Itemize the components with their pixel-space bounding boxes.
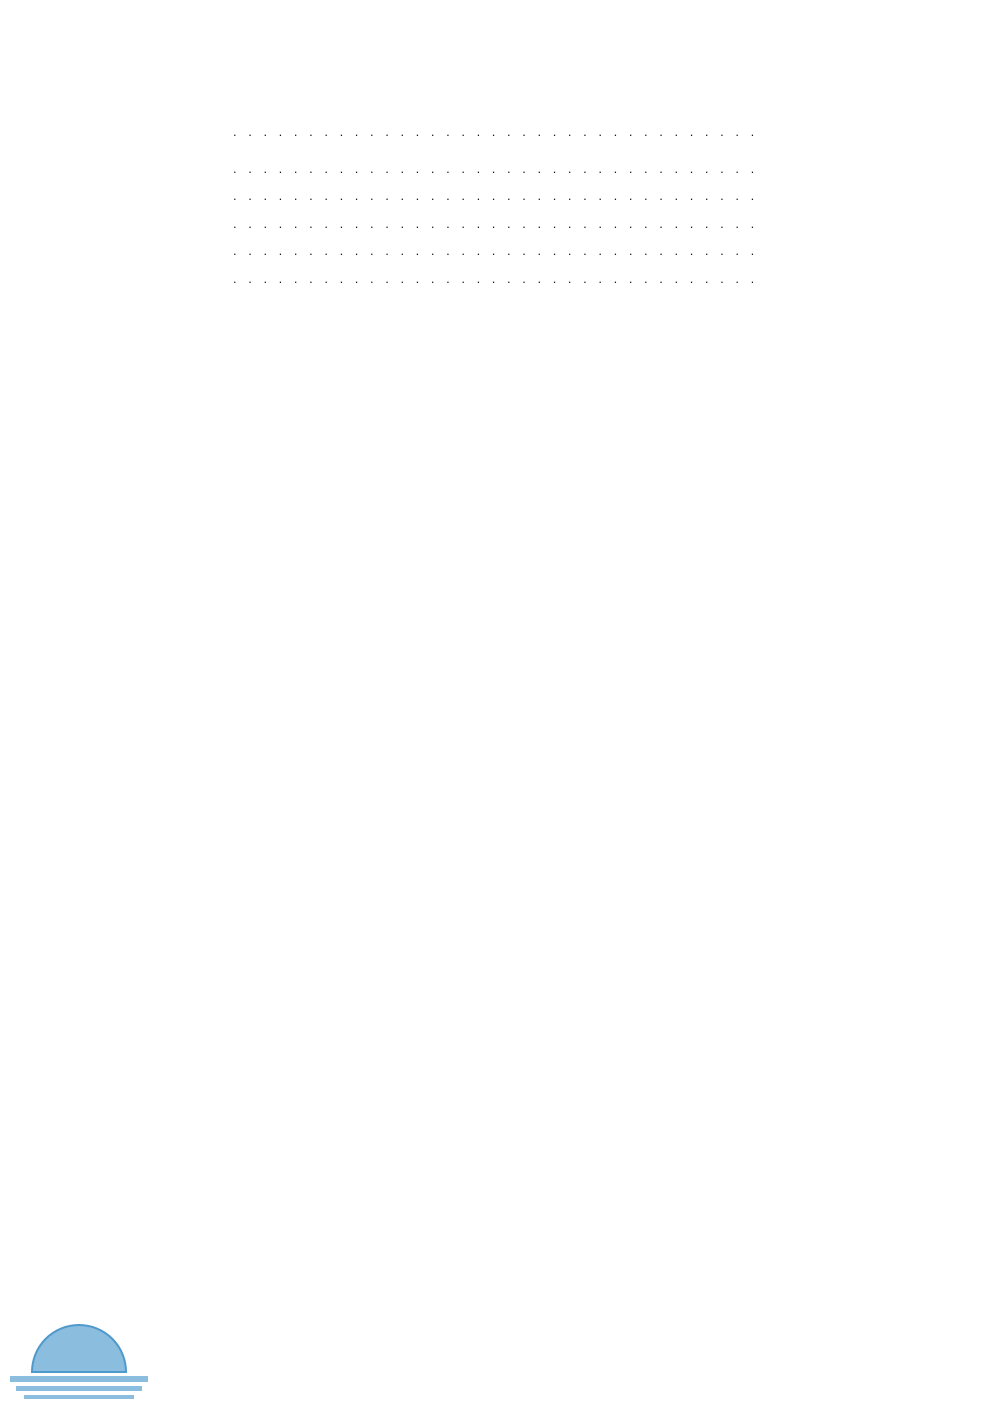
chapter-11	[230, 244, 790, 259]
dot-leader	[233, 189, 763, 204]
watermark-text	[160, 1270, 980, 1380]
chapter-heading	[230, 189, 790, 204]
dot-leader	[233, 162, 763, 177]
chapter-9	[230, 189, 790, 204]
chapter-heading	[230, 244, 790, 259]
sun-icon	[2, 1262, 156, 1402]
chapter-10	[230, 217, 790, 232]
chapter-heading	[230, 217, 790, 232]
chapter-heading	[230, 125, 790, 140]
chapter-12	[230, 272, 790, 287]
chapter-7	[230, 125, 790, 140]
chapter-8	[230, 162, 790, 177]
dot-leader	[233, 217, 763, 232]
chapter-heading	[230, 162, 790, 177]
dot-leader	[233, 125, 763, 140]
chapter-heading	[230, 272, 790, 287]
dot-leader	[233, 272, 763, 287]
table-of-contents	[230, 112, 790, 293]
dot-leader	[233, 244, 763, 259]
